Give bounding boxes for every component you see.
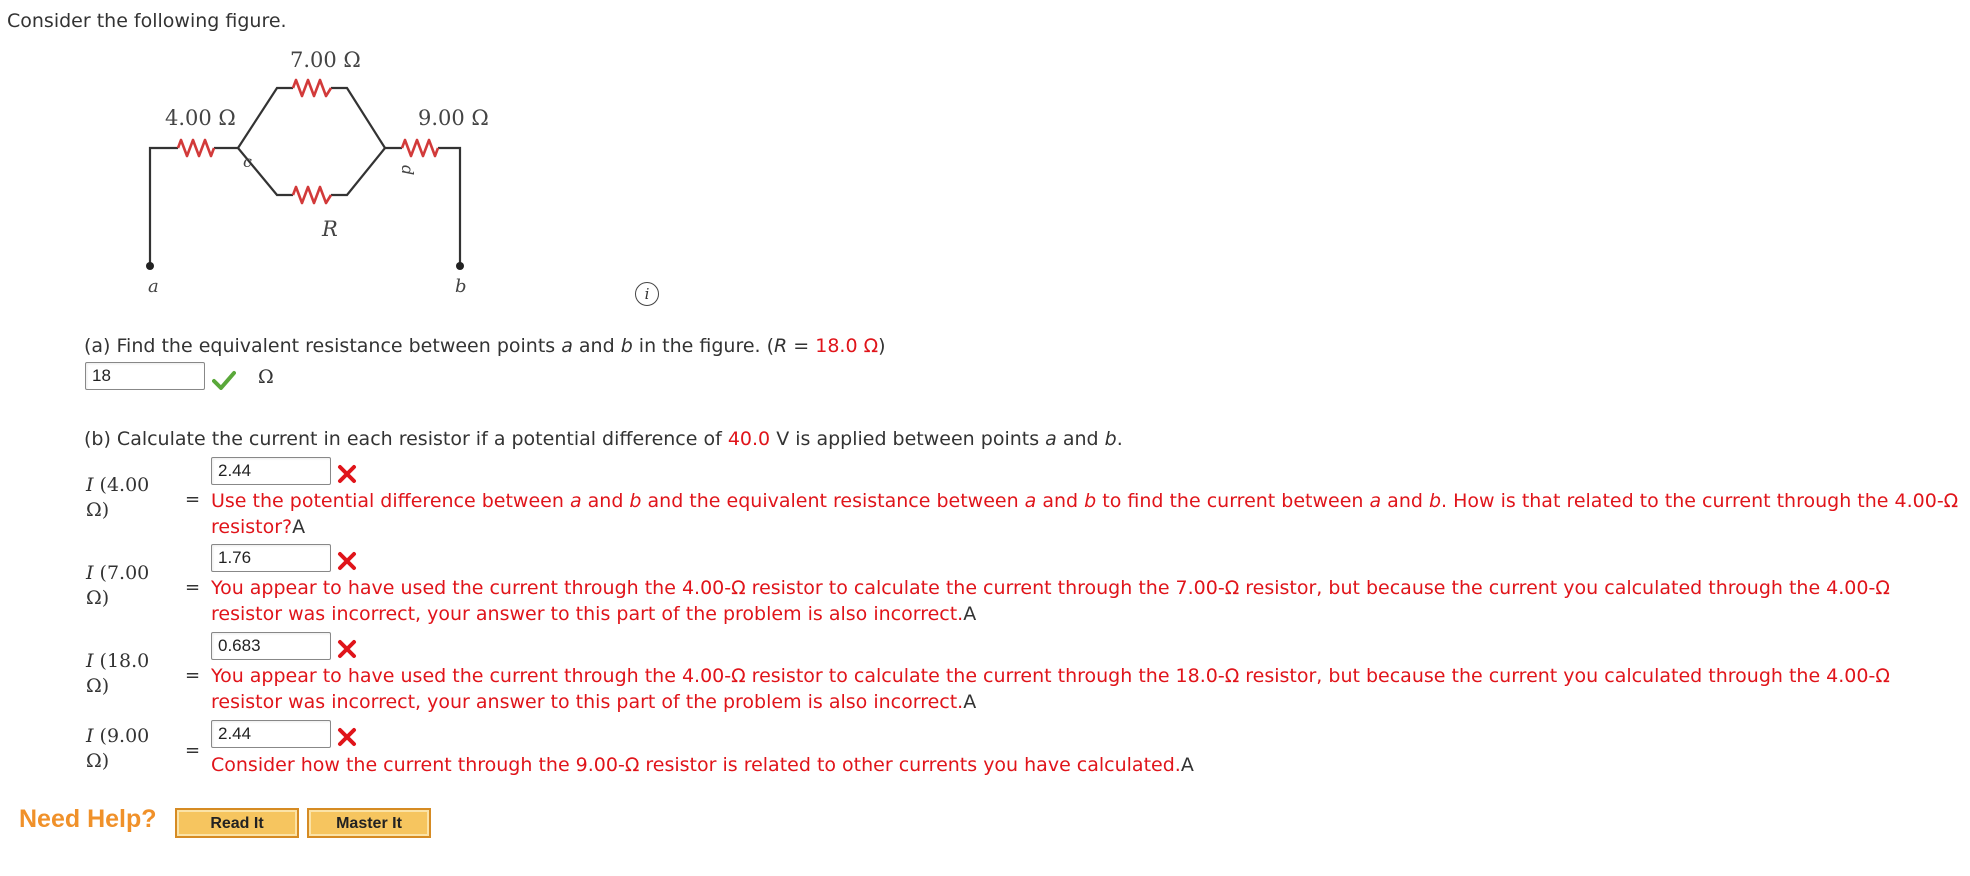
label-node-c: c	[243, 152, 252, 171]
label-node-a: a	[148, 276, 159, 297]
row-2-feedback: You appear to have used the current through the 4.00-Ω resistor to calculate the current through the 7.00-Ω resistor, but because the current you calculated through the 4.00-Ω resistor was incorrect, your answer to this part of the problem is also incorrect.A	[211, 577, 1890, 625]
master-it-button[interactable]: Master It	[307, 808, 431, 838]
label-7ohm: 7.00 Ω	[290, 48, 361, 72]
circuit-figure	[130, 45, 530, 305]
row-1-label: I (4.00 Ω)	[86, 474, 150, 521]
row-4-answer-input[interactable]: 2.44	[211, 720, 331, 748]
row-1-feedback: Use the potential difference between a and b and the equivalent resistance between a and b to find the current between a and b. How is that related to the current through the 4.00-Ω resistor?A	[211, 490, 1959, 538]
part-a-answer-input[interactable]: 18	[85, 362, 205, 390]
row-1-answer-input[interactable]: 2.44	[211, 457, 331, 485]
row-3-label: I (18.0 Ω)	[86, 650, 150, 697]
resistor-R	[293, 187, 331, 203]
row-4-equals: =	[185, 740, 201, 761]
terminal-b	[456, 262, 464, 270]
row-2-equals: =	[185, 577, 201, 598]
intro-text: Consider the following figure.	[7, 10, 287, 32]
resistor-7ohm	[293, 80, 331, 96]
check-icon	[212, 370, 236, 390]
resistor-9ohm	[402, 140, 438, 156]
part-a-unit: Ω	[258, 366, 274, 388]
row-4-label: I (9.00 Ω)	[86, 725, 150, 772]
row-2-answer-input[interactable]: 1.76	[211, 544, 331, 572]
incorrect-x-icon	[337, 464, 357, 484]
label-R: R	[322, 217, 338, 241]
part-b-question: (b) Calculate the current in each resistor if a potential difference of 40.0 V is applied between points a and b.	[84, 428, 1123, 450]
label-4ohm: 4.00 Ω	[165, 106, 236, 130]
label-node-b: b	[455, 276, 467, 297]
row-3-feedback: You appear to have used the current through the 4.00-Ω resistor to calculate the current through the 18.0-Ω resistor, but because the current you calculated through the 4.00-Ω resistor was incorrect, your answer to this part of the problem is also incorrect.A	[211, 665, 1890, 713]
info-icon[interactable]: i	[635, 282, 659, 306]
incorrect-x-icon	[337, 727, 357, 747]
read-it-button[interactable]: Read It	[175, 808, 299, 838]
terminal-a	[146, 262, 154, 270]
resistor-4ohm	[178, 140, 214, 156]
row-4-feedback: Consider how the current through the 9.00-Ω resistor is related to other currents you have calculated.A	[211, 754, 1194, 776]
incorrect-x-icon	[337, 551, 357, 571]
row-2-label: I (7.00 Ω)	[86, 562, 150, 609]
incorrect-x-icon	[337, 639, 357, 659]
label-9ohm: 9.00 Ω	[418, 106, 489, 130]
label-node-d: d	[398, 165, 417, 176]
need-help-label: Need Help?	[19, 805, 157, 833]
row-3-equals: =	[185, 665, 201, 686]
part-a-question: (a) Find the equivalent resistance between points a and b in the figure. (R = 18.0 Ω)	[84, 335, 886, 357]
row-3-answer-input[interactable]: 0.683	[211, 632, 331, 660]
row-1-equals: =	[185, 489, 201, 510]
